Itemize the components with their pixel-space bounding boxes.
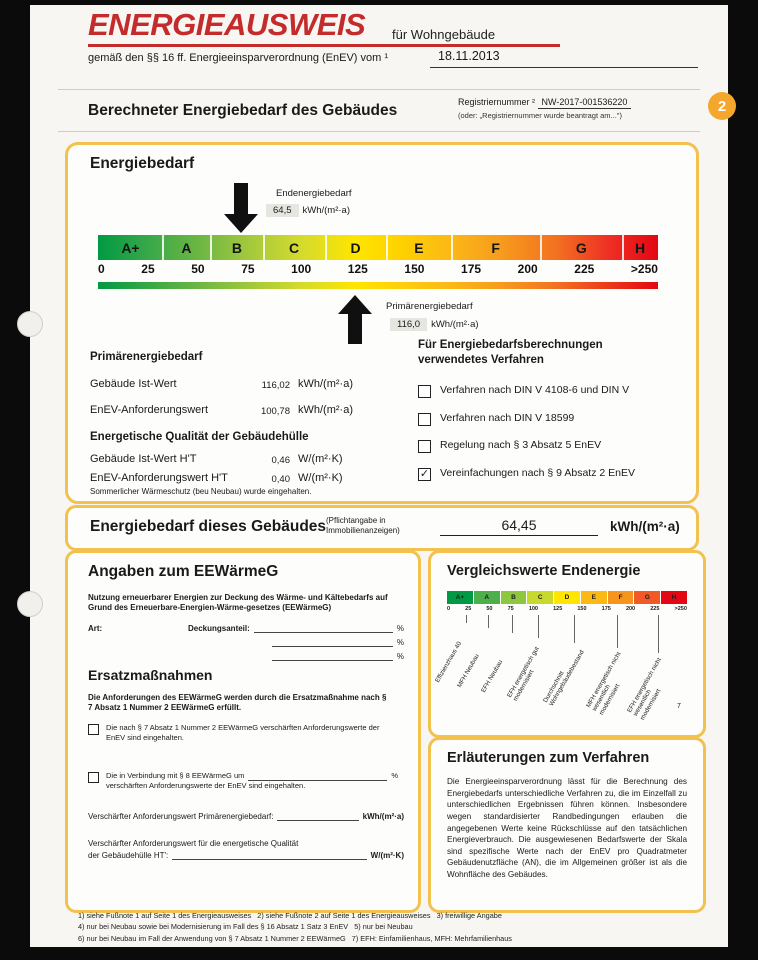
summary-value: 64,45 [501,517,537,533]
scale-separator [622,235,624,260]
eew-check-option [88,771,398,791]
eewaermeg-intro: Nutzung erneuerbarer Energien zur Deckung des Wärme- und Kältebedarfs auf Grund des Erneuerbare-Energien-Wärme-gesetzes (EEWärmeG) [88,593,388,613]
scale-tick: 200 [625,606,636,612]
methods-heading: Für Energiebedarfsberechnungen verwendetes Verfahren [418,339,603,366]
blank-field-line [172,850,366,860]
row-label: Gebäude Ist-Wert [90,378,177,390]
checkbox-unchecked [88,772,99,783]
checkbox-unchecked [418,385,431,398]
scale-class: G [634,591,660,604]
check-label: Die nach § 7 Absatz 1 Nummer 2 EEWärmeG verschärften Anforderungswerte der EnEV sind eingehalten. [106,723,380,743]
share-row [88,651,404,661]
tick-line [574,615,575,643]
row-value: 0,40 [271,474,290,485]
row-label: Gebäude Ist-Wert H'T [90,453,197,465]
end-energy-value [266,205,350,216]
summary-note-line2: Immobilienanzeigen) [326,526,400,536]
scale-class: E [581,591,607,604]
tick-line [512,615,513,633]
scale-tick: 125 [347,262,368,276]
scale-class: F [491,239,500,256]
summary-note-line1: (Pflichtangabe in [326,516,386,525]
scale-tick: 75 [241,262,255,276]
blank-field-line [272,637,393,647]
explanation-body: Die Energieeinsparverordnung lässt für die Berechnung des Energiebedarfs unterschiedliche Verfahren zu, die im Einzelfall zu unterschiedlichen Ergebnissen führen können. Insbesondere wegen standardisierter Randbedingungen erlauben die angegebenen Werte keine Rückschlüsse auf den tatsächlichen Energieverbrauch. Die ausgewiesenen Bedarfswerte der Skala sind spezifische Werte nach der EnEV pro Quadratmeter Gebäudenutzfläche (AN), die im Allgemeinen größer ist als die Wohnfläche des Gebäudes. [447,777,687,880]
date-underline [430,67,698,68]
share-label: Deckungsanteil: [188,624,250,633]
scale-tick: 125 [553,606,563,612]
summary-unit: kWh/(m²·a) [610,519,680,534]
primary-energy-unit: kWh/(m²·a) [431,319,479,330]
quality-section-heading: Energetische Qualität der Gebäudehülle [90,431,309,443]
scale-class: A [474,591,500,604]
primary-energy-value [390,319,479,330]
scale-separator [210,235,212,260]
scale-class: E [414,239,424,256]
method-label: Regelung nach § 3 Absatz 5 EnEV [440,439,602,451]
arrow-head [338,295,372,314]
comparison-values-box [428,550,706,738]
method-label: Verfahren nach DIN V 18599 [440,412,575,424]
eewaermeg-box [65,550,421,913]
energy-scale-bar [98,235,658,260]
checkbox-unchecked [88,724,99,735]
tick-line [658,615,659,653]
percent-sign: % [396,652,404,661]
scale-tick: 100 [528,606,538,612]
method-option [418,439,680,453]
share-row [88,637,404,647]
comparison-label: Effizienzhaus 40 [434,640,464,684]
footnote-line: 1) siehe Fußnote 1 auf Seite 1 des Energieausweises 2) siehe Fußnote 2 auf Seite 1 des Energieausweises 3) freiwillige Angabe [78,911,502,920]
scale-class: D [350,239,361,256]
checkbox-unchecked [418,413,431,426]
scale-separator [162,235,164,260]
art-share-row [88,623,404,633]
registry-value: NW-2017-001536220 [538,97,632,109]
end-energy-label: Endenergiebedarf [276,188,352,199]
document-subtitle: für Wohngebäude [392,27,496,42]
energy-scale-ticks [98,262,658,276]
requirement-label-line2: der Gebäudehülle HT': [88,851,169,860]
requirement-label-line1: Verschärfter Anforderungswert für die energetische Qualität [88,839,299,848]
footnotes [78,910,512,944]
scale-separator [325,235,327,260]
row-label: EnEV-Anforderungswert [90,404,209,416]
blank-field-line [254,623,393,633]
end-energy-unit: kWh/(m²·a) [302,205,350,216]
footnote-line: 4) nur bei Neubau sowie bei Modernisierung im Fall des § 16 Absatz 1 Satz 3 EnEV 5) nur bei Neubau [78,922,413,932]
method-label: Vereinfachungen nach § 9 Absatz 2 EnEV [440,467,635,479]
explanation-box [428,737,706,913]
percent-sign: % [391,771,398,780]
scale-class: H [635,239,646,256]
scale-class: C [288,239,300,256]
tick-line [466,615,467,623]
scale-tick: 150 [577,606,587,612]
checkbox-unchecked [418,440,431,453]
law-reference-line: gemäß den §§ 16 ff. Energieeinsparverordnung (EnEV) vom ¹ [88,52,389,64]
requirement-unit: kWh/(m²·a) [362,812,404,821]
scale-tick: 100 [291,262,312,276]
header-divider [58,89,700,90]
art-label: Art: [88,624,103,633]
registry-number [458,97,631,109]
section-title: Berechneter Energiebedarf des Gebäudes [88,102,398,119]
registry-note: (oder: „Registriernummer wurde beantragt am...") [458,111,622,120]
comparison-label: MFH Neubau [455,652,481,689]
scale-tick: 25 [141,262,155,276]
scale-tick: 0 [447,606,451,612]
blank-field-line [248,771,387,781]
tick-line [617,615,618,648]
registry-label: Registriernummer ² [458,97,536,107]
scale-tick: 225 [650,606,660,612]
building-energy-summary-box [65,505,699,551]
check-label-part1: Die in Verbindung mit § 8 EEWärmeG um [106,771,245,780]
scale-class: A+ [447,591,473,604]
primary-energy-arrow-icon [338,295,372,344]
scale-separator [263,235,265,260]
scale-class: A [181,239,192,256]
scale-tick: 25 [465,606,472,612]
scale-class: H [661,591,687,604]
page-number-badge: 2 [708,92,736,120]
title-underline [88,44,560,47]
row-unit: kWh/(m²·a) [298,378,353,390]
document-title: ENERGIEAUSWEIS [88,7,366,42]
requirement-unit: W/(m²·K) [370,851,404,860]
ersatzmassnahmen-intro: Die Anforderungen des EEWärmeG werden durch die Ersatzmaßnahme nach § 7 Absatz 1 Nummer 2 EEWärmeG erfüllt. [88,693,387,713]
comparison-footnote-ref: 7 [677,703,681,710]
scale-separator [451,235,453,260]
scale-class: G [575,239,587,256]
tick-line [538,615,539,638]
footnote-line: 6) nur bei Neubau im Fall der Anwendung von § 7 Absatz 1 Nummer 2 EEWärmeG 7) EFH: Einfamilienhaus, MFH: Mehrfamilienhaus [78,933,512,943]
comparison-title: Vergleichswerte Endenergie [447,563,641,579]
requirement-row-envelope [88,839,404,860]
arrow-shaft [348,314,362,344]
comparison-label: EFH Neubau [479,658,505,694]
method-option [418,412,680,426]
comparison-labels-area [434,615,687,723]
summer-heat-note: Sommerlicher Wärmeschutz (beu Neubau) wurde eingehalten. [90,487,312,496]
comparison-label: EFH energetisch nicht wesentlich modernisiert [626,656,664,722]
requirement-label: Verschärfter Anforderungswert Primärenergiebedarf: [88,812,274,821]
row-value: 0,46 [271,455,290,466]
row-value: 100,78 [260,406,290,417]
check-label-part2: verschärften Anforderungswerte der EnEV sind eingehalten. [106,781,306,791]
comparison-label: MFH energetisch nicht wesentlich modernisiert [585,650,623,717]
energy-scale-strip [98,282,658,289]
blank-field-line [277,811,358,821]
eewaermeg-title: Angaben zum EEWärmeG [88,563,279,580]
comparison-label: EFH energetisch gut modernisiert [506,645,541,703]
row-value: 116,02 [261,380,290,391]
end-energy-arrow-icon [224,183,258,233]
scale-separator [540,235,542,260]
scale-tick: 50 [486,606,493,612]
checkbox-checked: ✓ [419,468,430,480]
comparison-scale-bar [447,591,687,604]
ersatzmassnahmen-title: Ersatzmaßnahmen [88,667,213,683]
hole-punch [17,591,43,617]
explanation-title: Erläuterungen zum Verfahren [447,750,650,766]
scale-tick: 150 [404,262,425,276]
scale-tick: 200 [517,262,538,276]
scale-tick: >250 [630,262,658,276]
scale-tick: 50 [191,262,205,276]
summary-note [326,516,400,537]
primary-energy-label: Primärenergiebedarf [386,301,473,312]
scale-class: D [554,591,580,604]
scale-tick: 225 [574,262,595,276]
blank-field-line [272,651,393,661]
eew-check-option [88,723,398,743]
requirement-row-primary [88,811,404,821]
scale-class: B [501,591,527,604]
document-page [30,5,728,947]
summary-title: Energiebedarf dieses Gebäudes [90,518,327,535]
scale-tick: 175 [461,262,482,276]
method-label: Verfahren nach DIN V 4108-6 und DIN V [440,384,630,396]
scale-tick: 0 [98,262,105,276]
scale-class: A+ [121,239,140,256]
scale-class: F [608,591,634,604]
section-divider [58,131,700,132]
scale-class: B [231,239,242,256]
percent-sign: % [396,624,404,633]
scale-class: C [527,591,553,604]
row-label: EnEV-Anforderungswert H'T [90,472,228,484]
scale-tick: 175 [601,606,611,612]
row-unit: kWh/(m²·a) [298,404,353,416]
end-energy-number: 64,5 [266,204,299,217]
row-unit: W/(m²·K) [298,472,343,484]
row-unit: W/(m²·K) [298,453,343,465]
energy-box-title: Energiebedarf [90,155,195,172]
tick-line [488,615,489,628]
percent-sign: % [396,638,404,647]
issue-date: 18.11.2013 [438,49,500,63]
arrow-shaft [234,183,248,214]
comparison-scale-ticks [447,606,687,612]
scale-separator [386,235,388,260]
comparison-label: Durchschnitt Wohngebäudebestand [542,649,587,708]
scale-tick: >250 [674,606,687,612]
primary-section-heading: Primärenergiebedarf [90,351,203,363]
summary-value-underline [440,535,598,536]
hole-punch [17,311,43,337]
primary-energy-number: 116,0 [390,318,427,331]
method-option [418,467,680,481]
scale-tick: 75 [507,606,514,612]
method-option [418,384,680,398]
arrow-head [224,214,258,233]
energy-demand-box [65,142,699,504]
